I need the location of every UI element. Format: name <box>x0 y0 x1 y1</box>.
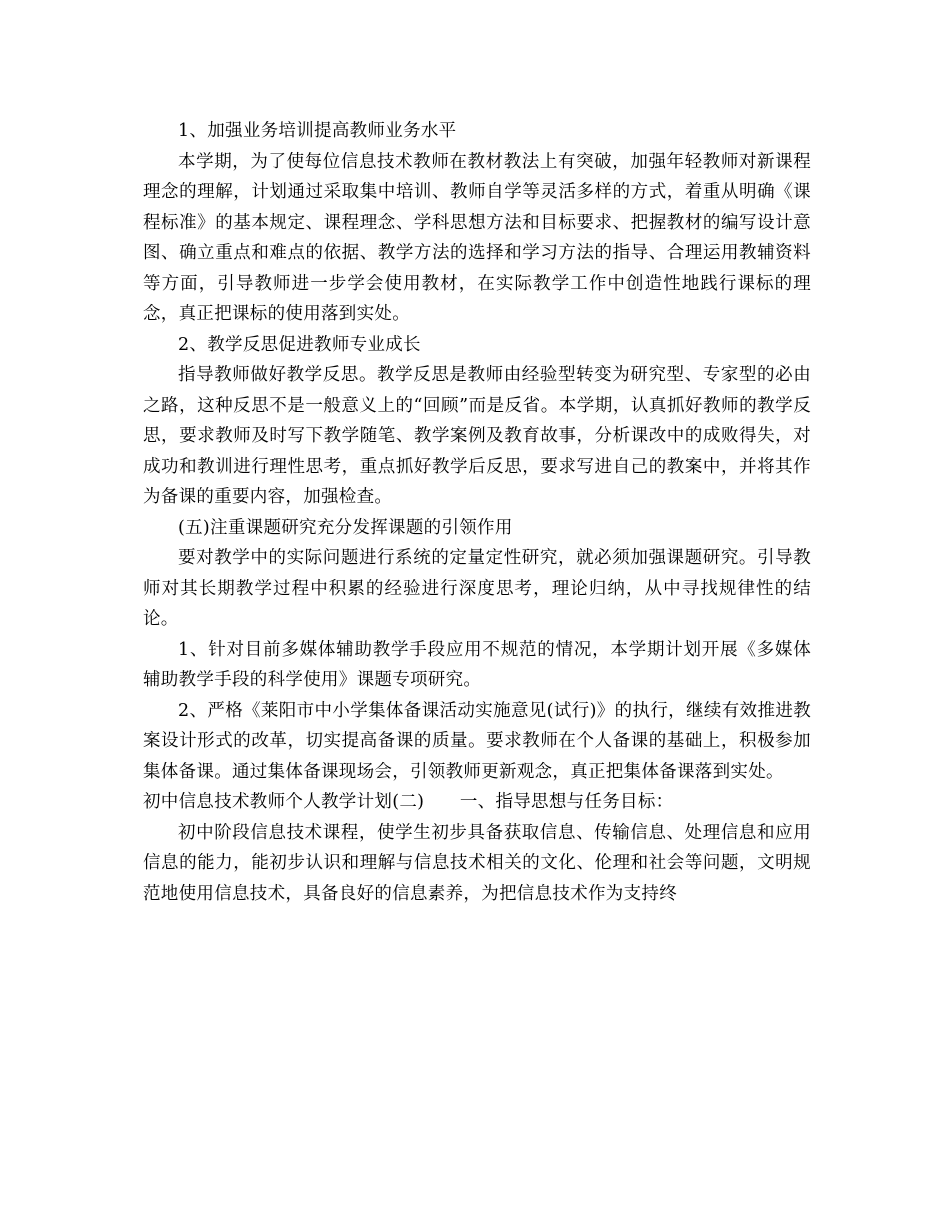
document-body <box>143 116 811 909</box>
section-heading-training: 1、加强业务培训提高教师业务水平 <box>178 121 457 141</box>
section-heading-reflection: 2、教学反思促进教师专业成长 <box>178 334 421 355</box>
paragraph-lesson-prep: 2、严格《莱阳市中小学集体备课活动实施意见(试行)》的执行，继续有效推进教案设计形式的改革，切实提高备课的质量。要求教师在个人备课的基础上，积极参加集体备课。通过集体备课现场会，引领教师更新观念，真正把集体备课落到实处。 <box>143 700 811 782</box>
section-heading-research: (五)注重课题研究充分发挥课题的引领作用 <box>178 517 513 538</box>
paragraph-multimedia: 1、针对目前多媒体辅助教学手段应用不规范的情况，本学期计划开展《多媒体辅助教学手段的科学使用》课题专项研究。 <box>143 639 811 690</box>
paragraph-reflection: 指导教师做好教学反思。教学反思是教师由经验型转变为研究型、专家型的必由之路，这种反思不是一般意义上的“回顾”而是反省。本学期，认真抓好教师的教学反思，要求教师及时写下教学随笔、教学案例及教育故事，分析课改中的成败得失，对成功和教训进行理性思考，重点抓好教学后反思，要求写进自己的教案中，并将其作为备课的重要内容，加强检查。 <box>143 365 811 507</box>
plan-title-line: 初中信息技术教师个人教学计划(二) 一、指导思想与任务目标： <box>143 792 674 812</box>
paragraph-training: 本学期，为了使每位信息技术教师在教材教法上有突破，加强年轻教师对新课程理念的理解，计划通过采取集中培训、教师自学等灵活多样的方式，着重从明确《课程标准》的基本规定、课程理念、学科思想方法和目标要求、把握教材的编写设计意图、确立重点和难点的依据、教学方法的选择和学习方法的指导、合理运用教辅资料等方面，引导教师进一步学会使用教材，在实际教学工作中创造性地践行课标的理念，真正把课标的使用落到实处。 <box>143 151 811 324</box>
paragraph-guiding-thought: 初中阶段信息技术课程，使学生初步具备获取信息、传输信息、处理信息和应用信息的能力，能初步认识和理解与信息技术相关的文化、伦理和社会等问题，文明规范地使用信息技术，具备良好的信息素养，为把信息技术作为支持终 <box>143 822 811 904</box>
paragraph-research: 要对教学中的实际问题进行系统的定量定性研究，就必须加强课题研究。引导教师对其长期教学过程中积累的经验进行深度思考，理论归纳，从中寻找规律性的结论。 <box>143 548 811 629</box>
